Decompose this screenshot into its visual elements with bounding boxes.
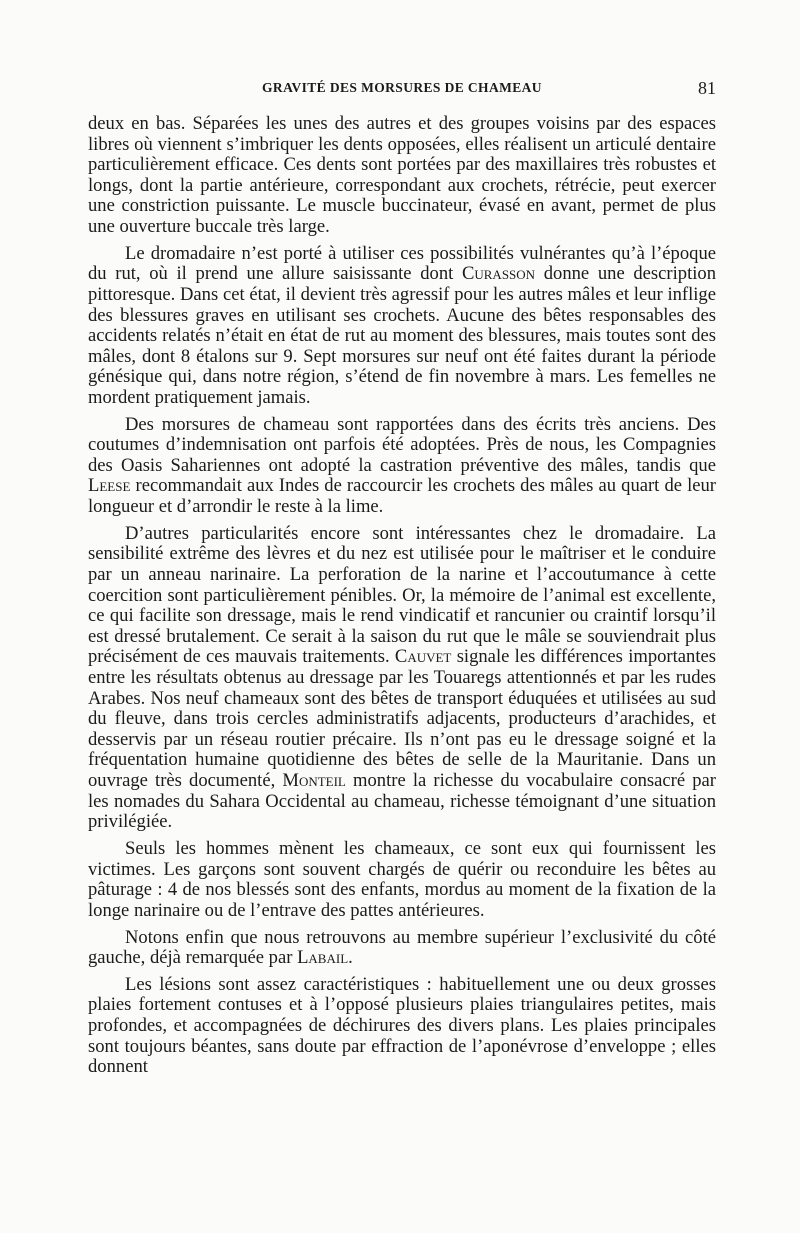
running-head-title: GRAVITÉ DES MORSURES DE CHAMEAU [262, 80, 542, 95]
author-name: Labail [297, 947, 349, 969]
text-run: Les lésions sont assez caractéristiques : habituellement une ou deux grosses plaies fortement contuses et à l’opposé plusieurs plaies triangulaires petites, mais profondes, et accompagnées de déchirures des divers plans. Les plaies principales sont toujours béantes, sans doute par effraction de l’aponévrose d’enveloppe ; elles donnent [88, 973, 716, 1078]
text-run: montre la richesse du vocabulaire consacré par les nomades du Sahara Occidental au chameau, richesse témoignant d’une situation privilégiée. [88, 769, 716, 833]
paragraph [88, 975, 716, 1078]
paragraph [88, 415, 716, 518]
text-run: Le dromadaire n’est porté à utiliser ces possibilités vulnérantes qu’à l’époque du rut, où il prend une allure saisissante dont [88, 242, 716, 285]
author-name: Curasson [461, 263, 536, 285]
paragraph [88, 114, 716, 238]
paragraph [88, 839, 716, 921]
running-head [88, 78, 716, 102]
text-run: Des morsures de chameau sont rapportées dans des écrits très anciens. Des coutumes d’indemnisation ont parfois été adoptées. Près de nous, les Compagnies des Oasis Sahariennes ont adopté la castration préventive des mâles, tandis que [88, 413, 716, 476]
author-name: Leese [88, 475, 131, 497]
page-number: 81 [698, 78, 716, 98]
text-run: Notons enfin que nous retrouvons au membre supérieur l’exclusivité du côté gauche, déjà remarquée par [88, 926, 716, 969]
body-text [88, 114, 716, 1084]
text-run: recommandait aux Indes de raccourcir les crochets des mâles au quart de leur longueur et d’arrondir le reste à la lime. [88, 475, 716, 518]
text-run: . [348, 947, 353, 969]
text-run: Seuls les hommes mènent les chameaux, ce sont eux qui fournissent les victimes. Les garçons sont souvent chargés de quérir ou reconduire les bêtes au pâturage : 4 de nos blessés sont des enfants, mordus au moment de la fixation de la longe narinaire ou de l’entrave des pattes antérieures. [88, 837, 716, 921]
author-name: Cauvet [394, 646, 452, 668]
text-run: donne une description pittoresque. Dans cet état, il devient très agressif pour les autres mâles et leur inflige des blessures graves en utilisant ses crochets. Aucune des bêtes responsables des accidents relatés n’était en état de rut au moment des blessures, mais toutes sont des mâles, dont 8 étalons sur 9. Sept morsures sur neuf ont été faites durant la période génésique qui, dans notre région, s’étend de fin novembre à mars. Les femelles ne mordent pratiquement jamais. [88, 263, 716, 408]
paragraph [88, 244, 716, 409]
paragraph [88, 928, 716, 969]
author-name: Monteil [282, 769, 346, 791]
text-run: deux en bas. Séparées les unes des autres et des groupes voisins par des espaces libres où viennent s’imbriquer les dents opposées, elles réalisent un articulé dentaire particulièrement efficace. Ces dents sont portées par des maxillaires très robustes et longs, dont la partie antérieure, correspondant aux crochets, rétrécie, peut exercer une constriction puissante. Le muscle buccinateur, évasé en avant, permet de plus une ouverture buccale très large. [88, 113, 716, 237]
paragraph [88, 524, 716, 833]
text-run: D’autres particularités encore sont intéressantes chez le dromadaire. La sensibilité extrême des lèvres et du nez est utilisée pour le maîtriser et le conduire par un anneau narinaire. La perforation de la narine et l’accoutumance à cette coercition sont particulièrement pénibles. Or, la mémoire de l’animal est excellente, ce qui facilite son dressage, mais le rend vindicatif et rancunier ou craintif lorsqu’il est dressé brutalement. Ce serait à la saison du rut que le mâle se souviendrait plus précisément de ces mauvais traitements. [88, 522, 716, 668]
text-run: signale les différences importantes entre les résultats obtenus au dressage par les Touaregs attentionnés et par les rudes Arabes. Nos neuf chameaux sont des bêtes de transport éduquées et utilisées au sud du fleuve, dans trois cercles administratifs adjacents, producteurs d’arachides, et desservis par un réseau routier précaire. Ils n’ont pas eu le dressage soigné et la fréquentation humaine quotidienne des bêtes de selle de la Mauritanie. Dans un ouvrage très documenté, [88, 646, 716, 791]
